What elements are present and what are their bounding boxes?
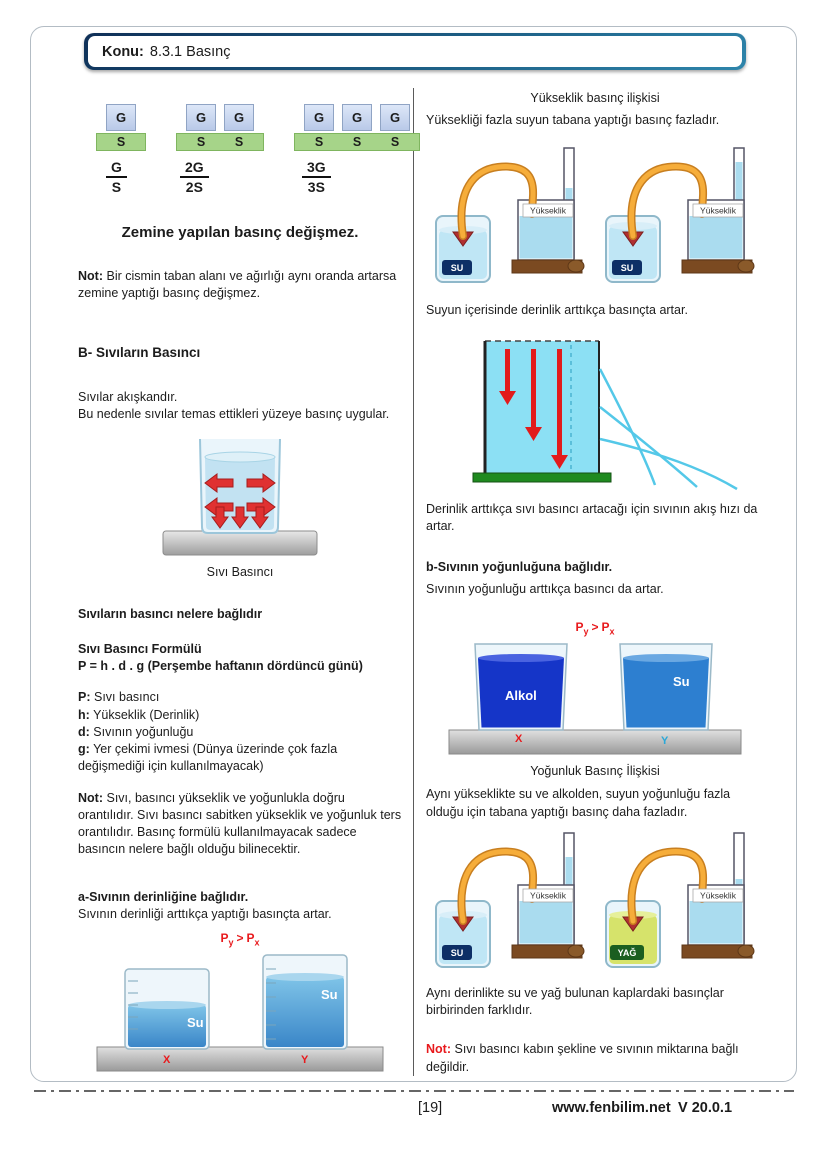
formula-terms	[78, 689, 402, 775]
cup-label: SU	[450, 947, 464, 958]
version-label: V 20.0.1	[678, 1100, 733, 1116]
weight-block: G	[106, 104, 136, 131]
beaker1-label: Su	[187, 1015, 204, 1031]
topic-header-inner	[88, 36, 742, 67]
height-label: Yükseklik	[700, 890, 736, 901]
utube-apparatus-yag	[600, 827, 760, 977]
note-1: Not: Bir cismin taban alanı ve ağırlığı aynı oranda artarsa zemine yaptığı basınç değişmez.	[78, 268, 397, 300]
surface-bar: S S	[176, 133, 264, 151]
cut-line	[34, 1090, 794, 1092]
beaker-shallow	[125, 969, 209, 1049]
depth-heading: a-Sıvının derinliğine bağlıdır.	[78, 889, 249, 904]
weight-block: G	[186, 104, 216, 131]
point-y-label: Y	[301, 1054, 309, 1067]
note-label: Not:	[426, 1042, 451, 1057]
height-label: Yükseklik	[530, 205, 566, 215]
site-url: www.fenbilim.net	[552, 1100, 671, 1116]
point-x-label: X	[515, 733, 523, 746]
density-caption: Yoğunluk Basınç İlişkisi	[530, 764, 660, 779]
height-relation-title: Yükseklik basınç ilişkisi	[530, 91, 660, 105]
block-group-2	[176, 104, 264, 151]
note-label: Not:	[78, 790, 103, 805]
utube-water-figure	[426, 142, 764, 292]
water-beaker	[620, 644, 712, 730]
fraction-1: $\frac{G}{S}$	[106, 159, 127, 195]
section-b-heading: B- Sıvıların Basıncı	[78, 345, 201, 361]
liquid-pressure-caption: Sıvı Basıncı	[206, 565, 274, 580]
alcohol-beaker	[475, 644, 567, 730]
column-divider	[413, 88, 414, 1076]
beaker2-label: Su	[321, 987, 338, 1003]
note-label: Not:	[78, 268, 103, 283]
utube-apparatus-su	[430, 827, 590, 977]
water-label: Su	[673, 674, 690, 690]
cup-label: YAĞ	[617, 947, 637, 958]
weight-block: G	[224, 104, 254, 131]
height-relation-line: Yüksekliği fazla suyun tabana yaptığı basınç fazladır.	[426, 113, 720, 128]
note-3: Not: Sıvı basıncı kabın şekline ve sıvının miktarına bağlı değildir.	[426, 1042, 739, 1074]
weight-block: G	[342, 104, 372, 131]
fluid-line-2: Bu nedenle sıvılar temas ettikleri yüzeye basınç uygular.	[78, 407, 390, 422]
water-tank	[485, 341, 599, 473]
factors-heading: Sıvıların basıncı nelere bağlıdır	[78, 606, 263, 621]
point-y-label: Y	[661, 735, 669, 748]
liquid-pressure-figure	[78, 431, 402, 562]
flow-speed-line: Derinlik arttıkça sıvı basıncı artacağı için sıvının akış hızı da artar.	[426, 501, 758, 533]
utube-oil-figure	[426, 827, 764, 977]
page-number: [19]	[418, 1100, 443, 1116]
cup-label: SU	[450, 262, 464, 273]
formula-heading: Sıvı Basıncı Formülü	[78, 641, 202, 656]
utube-apparatus-high	[600, 142, 760, 292]
note-2: Not: Sıvı, basıncı yükseklik ve yoğunlukla doğru orantılıdır. Sıvı basıncı sabitken yükseklik ve yoğunluk ters orantılıdır. Basınç formülü kullanılmayacak sadece basıncın nelere bağlı olduğu bilinecektir.	[78, 790, 402, 857]
height-label: Yükseklik	[700, 205, 736, 215]
pressure-comparison: $P_y > P_x$	[220, 931, 260, 948]
block-group-3	[294, 104, 420, 151]
beaker-arrows-figure	[145, 431, 335, 559]
depth-flow-figure	[426, 327, 764, 495]
height-label: Yükseklik	[530, 890, 566, 901]
weight-block: G	[304, 104, 334, 131]
pressure-comparison: $P_y > P_x$	[575, 619, 615, 637]
density-para: Aynı yükseklikte su ve alkolden, suyun yoğunluğu fazla olduğu için tabana yaptığı basınç daha fazladır.	[426, 787, 731, 819]
left-column	[78, 88, 402, 1078]
cup-label: SU	[620, 262, 634, 273]
depth-pressure-line: Suyun içerisinde derinlik arttıkça basınçta artar.	[426, 302, 688, 317]
density-beakers-figure	[426, 638, 764, 759]
topic-label: Konu:	[102, 43, 144, 60]
term-g: g: Yer çekimi ivmesi (Dünya üzerinde çok fazla değişmediği için kullanılmayacak)	[78, 742, 338, 774]
point-x-label: X	[163, 1054, 171, 1067]
density-heading: b-Sıvının yoğunluğuna bağlıdır.	[426, 560, 613, 575]
footer	[0, 1100, 828, 1124]
oil-para: Aynı derinlikte su ve yağ bulunan kaplardaki basınçlar birbirinden farklıdır.	[426, 985, 724, 1018]
weight-area-diagram	[78, 104, 402, 205]
surface-bar: S S S	[294, 133, 420, 151]
fraction-3: $\frac{3G}{3S}$	[302, 159, 331, 195]
weight-block: G	[380, 104, 410, 131]
term-h: h: Yükseklik (Derinlik)	[78, 707, 200, 722]
right-column	[426, 88, 764, 1076]
term-d: d: Sıvının yoğunluğu	[78, 724, 194, 739]
water-jets	[600, 369, 737, 489]
fraction-2: $\frac{2G}{2S}$	[180, 159, 209, 195]
fluid-line-1: Sıvılar akışkandır.	[78, 389, 178, 404]
block-group-1	[96, 104, 146, 151]
utube-apparatus-low	[430, 142, 590, 292]
pressure-fractions	[78, 159, 402, 205]
blocks-row	[96, 104, 402, 151]
topic-header-bar	[84, 33, 746, 70]
tank-base	[473, 473, 611, 482]
depth-beakers-figure	[78, 947, 402, 1078]
blocks-caption: Zemine yapılan basınç değişmez.	[121, 224, 359, 241]
depth-line: Sıvının derinliği arttıkça yaptığı basınçta artar.	[78, 906, 332, 921]
term-p: P: Sıvı basıncı	[78, 690, 160, 705]
alcohol-label: Alkol	[505, 688, 537, 704]
topic-value: 8.3.1 Basınç	[149, 43, 231, 60]
beaker-deep	[263, 955, 347, 1049]
formula-expression: P = h . d . g (Perşembe haftanın dördüncü günü)	[78, 659, 363, 674]
density-line: Sıvının yoğunluğu arttıkça basıncı da artar.	[426, 581, 664, 596]
surface-bar: S	[96, 133, 146, 151]
